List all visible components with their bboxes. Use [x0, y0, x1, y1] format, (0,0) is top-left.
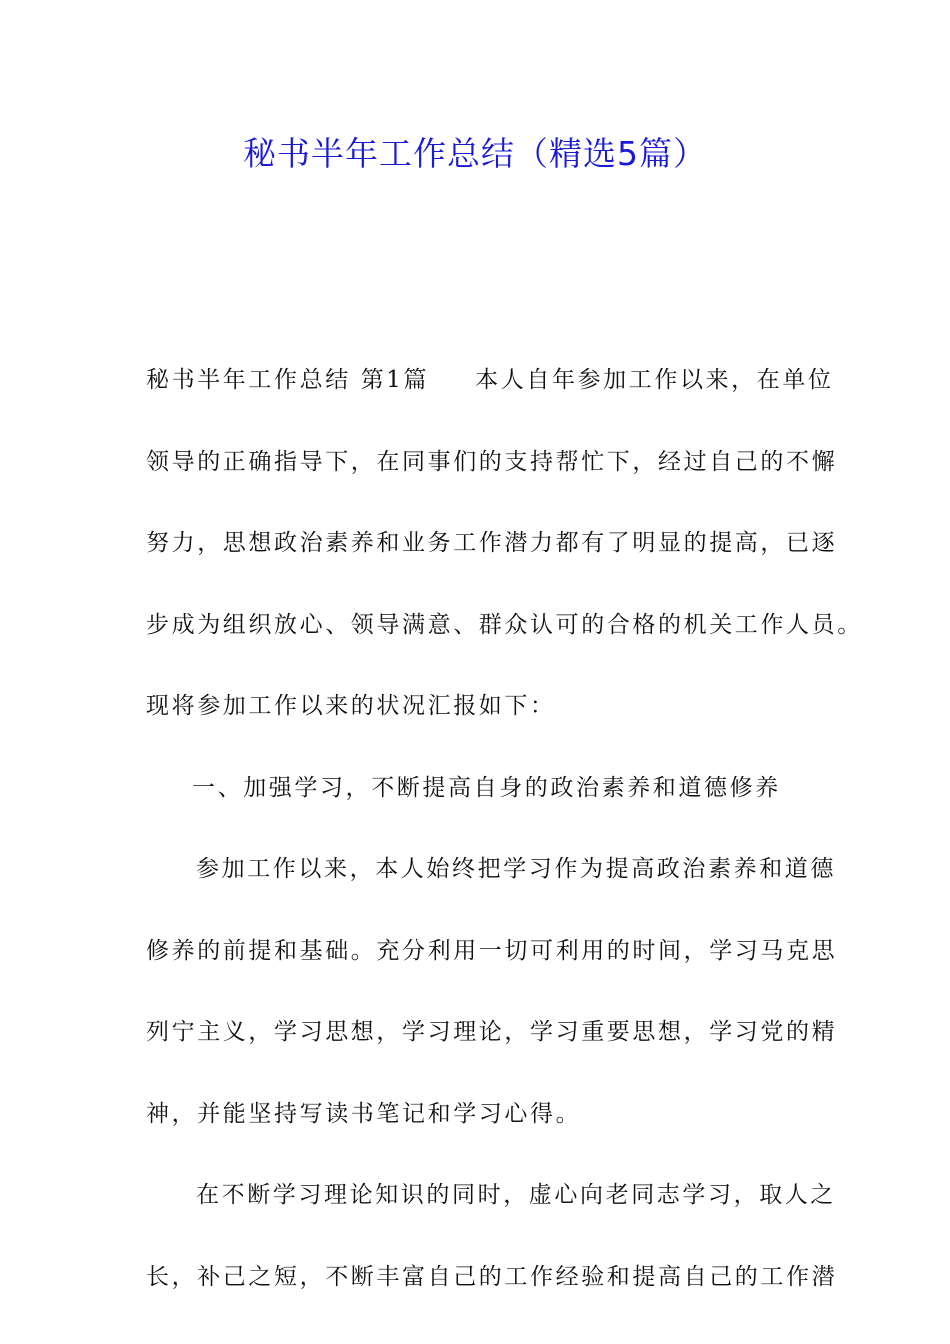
document-body	[146, 340, 863, 1318]
paragraph-line: 修养的前提和基础。充分利用一切可利用的时间，学习马克思	[146, 937, 838, 964]
paragraph-line: 步成为组织放心、领导满意、群众认可的合格的机关工作人员。	[146, 611, 863, 638]
document-title: 秘书半年工作总结（精选5篇）	[243, 134, 707, 173]
paragraph-line: 在不断学习理论知识的同时，虚心向老同志学习，取人之	[196, 1182, 836, 1208]
paragraph-line: 神，并能坚持写读书笔记和学习心得。	[146, 1100, 582, 1127]
paragraph-line: 长，补己之短，不断丰富自己的工作经验和提高自己的工作潜	[146, 1263, 838, 1290]
paragraph-line: 现将参加工作以来的状况汇报如下：	[146, 693, 556, 719]
paragraph-text: 本人自年参加工作以来，在单位	[475, 367, 834, 393]
paragraph-line	[146, 340, 836, 422]
paragraph-line: 领导的正确指导下，在同事们的支持帮忙下，经过自己的不懈	[146, 448, 838, 475]
paragraph-line: 参加工作以来，本人始终把学习作为提高政治素养和道德	[196, 856, 836, 882]
section-label: 秘书半年工作总结 第1篇	[146, 367, 430, 393]
paragraph-line: 努力，思想政治素养和业务工作潜力都有了明显的提高，已逐	[146, 530, 838, 556]
paragraph-line: 列宁主义，学习思想，学习理论，学习重要思想，学习党的精	[146, 1019, 838, 1045]
section-heading: 一、加强学习，不断提高自身的政治素养和道德修养	[192, 774, 781, 801]
